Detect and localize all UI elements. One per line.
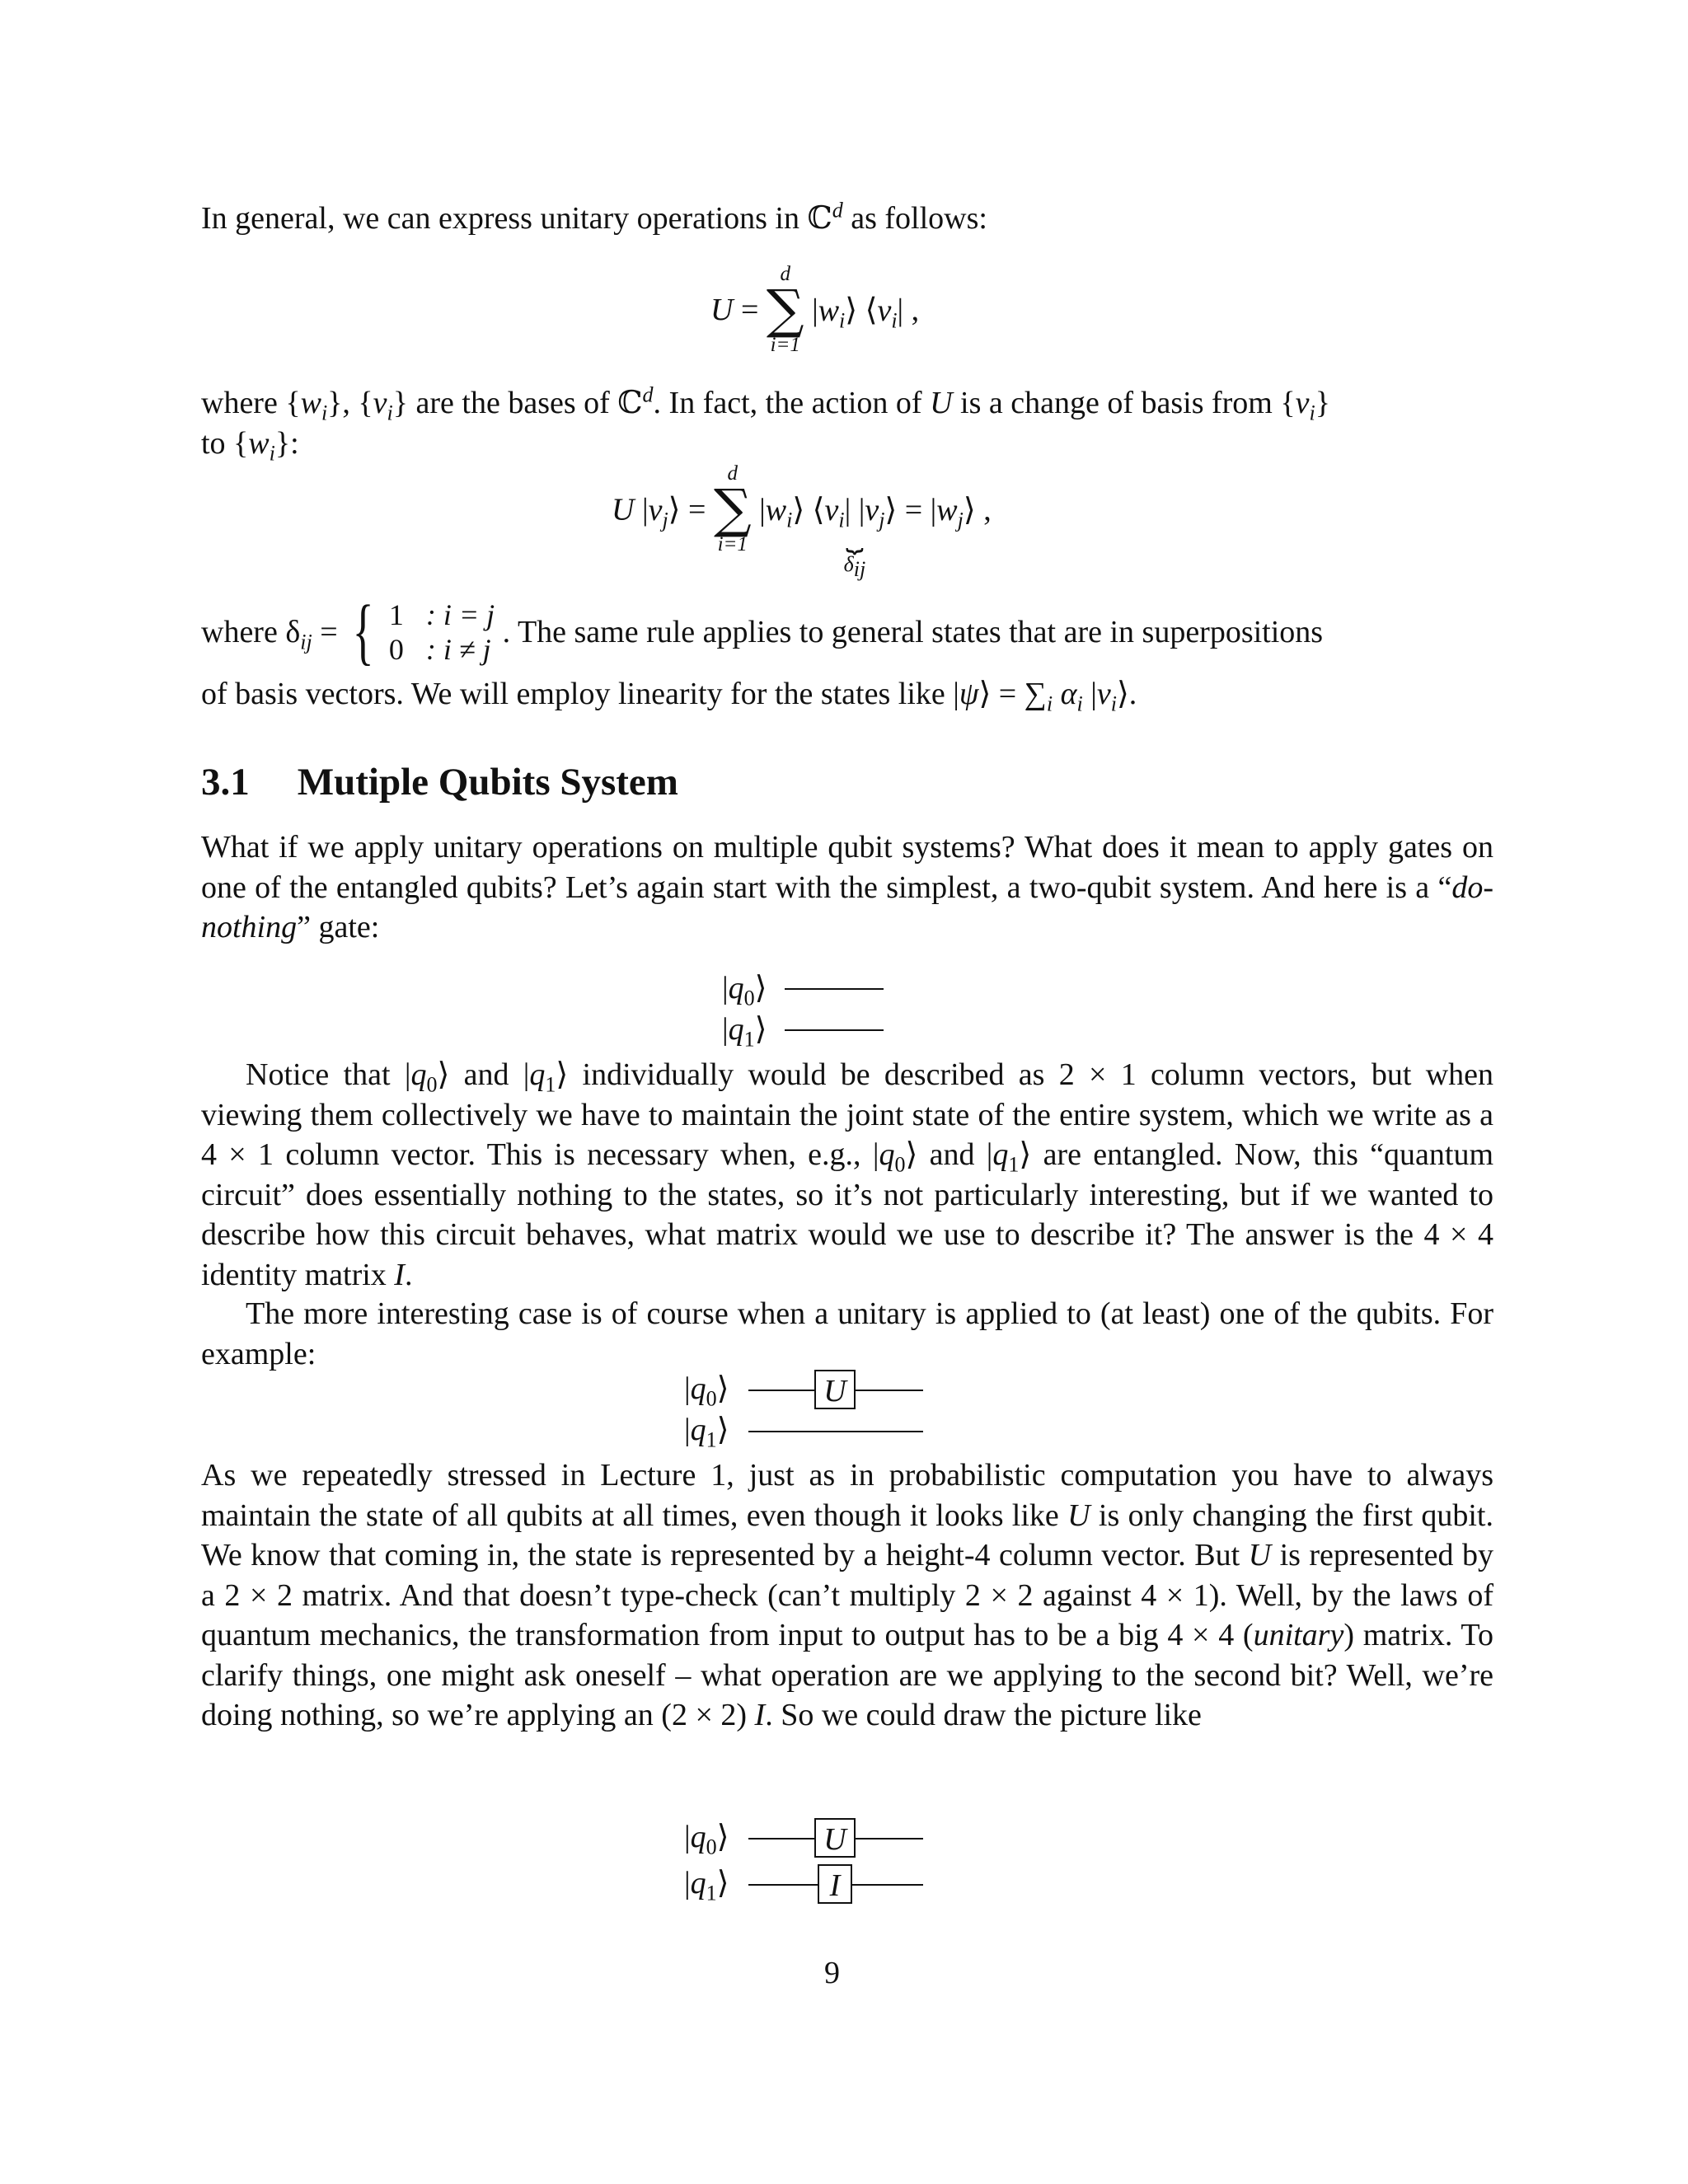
paragraph-intro-multi-qubit: What if we apply unitary operations on multiple qubit systems? What does it mean to apply gates on one of the entangled qubits? Let’s again start with the simplest, a two-qubit system. And here is a “do-nothing” gate: <box>201 830 1493 944</box>
qubit-label-q1: $|q_1⟩$ <box>684 1866 729 1905</box>
qubit-label-q0: $|q_0⟩$ <box>722 971 767 1010</box>
gate-u: U <box>814 1370 856 1409</box>
paragraph-tensor-explanation: As we repeatedly stressed in Lecture 1, just as in probabilistic computation you have to always maintain the state of all qubits at all times, even though it looks like U is only changing the first qubit. We know that coming in, the state is represented by a height-4 column vector. But U is represented by a 2 × 2 matrix. And that doesn’t type-check (can’t multiply 2 × 2 against 4 × 1). Well, by the laws of quantum mechanics, the transformation from input to output has to be a big 4 × 4 (unitary) matrix. To clarify things, one might ask oneself – what operation are we applying to the second bit? Well, we’re doing nothing, so we’re applying an (2 × 2) I. So we could draw the picture like <box>201 1458 1494 1732</box>
gate-i: I <box>818 1864 852 1904</box>
qubit-label-q0: $|q_0⟩$ <box>684 1371 729 1411</box>
equation-unitary-sum: U = d ∑ i=1 $|w_i⟩$ $⟨v_i|$ , <box>710 263 920 356</box>
basis-paragraph: where $\{w_i\}$, $\{v_i\}$ are the bases of ℂ$^d$. In fact, the action of U is a change of basis from $\{v_i\}$ to $\{w_i\}$: <box>201 382 1330 466</box>
wire-q1 <box>748 1431 923 1432</box>
qubit-label-q1: $|q_1⟩$ <box>722 1012 767 1052</box>
intro-line: In general, we can express unitary operations in ℂ$^d$ as follows: <box>201 198 987 236</box>
paragraph-unitary-applied: The more interesting case is of course when a unitary is applied to (at least) one of the qubits. For example: <box>201 1296 1493 1371</box>
linearity-line: of basis vectors. We will employ linearity for the states like |ψ⟩ = $\sum_i$ $\alpha_i$ $|v_i⟩$. <box>201 677 1137 716</box>
section-heading: 3.1 Mutiple Qubits System <box>201 761 678 804</box>
gate-u: U <box>814 1818 856 1858</box>
wire-q0 <box>785 988 884 990</box>
wire-q1 <box>785 1029 884 1031</box>
qubit-label-q0: $|q_0⟩$ <box>684 1820 729 1859</box>
qubit-label-q1: $|q_1⟩$ <box>684 1413 729 1452</box>
equation-basis-change: U $|v_j⟩$ = d ∑ i=1 $|w_i⟩$ $⟨v_i|$ $|v_j⟩$ ⏟ $\delta_{ij}$ = $|w_j⟩$ , <box>612 462 992 581</box>
delta-definition: where $\delta_{ij}$ = { 1 : i = j 0 : i ≠ j . The same rule applies to general states that are in superpositions <box>201 591 1324 673</box>
page-number: 9 <box>824 1956 840 1990</box>
paragraph-joint-state: Notice that $|q_0⟩$ and $|q_1⟩$ individually would be described as 2 × 1 column vectors, but when viewing them collectively we have to maintain the joint state of the entire system, which we write as a 4 × 1 column vector. This is necessary when, e.g., $|q_0⟩$ and $|q_1⟩$ are entangled. Now, this “quantum circuit” does essentially nothing to the states, so it’s not particularly interesting, but if we wanted to describe how this circuit behaves, what matrix would we use to describe it? The answer is the 4 × 4 identity matrix I. <box>201 1057 1494 1292</box>
